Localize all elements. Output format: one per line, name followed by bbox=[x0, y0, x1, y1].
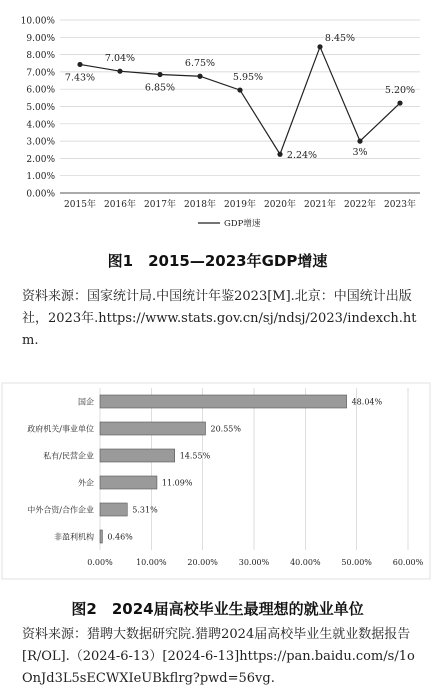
data-label: 6.75% bbox=[184, 58, 216, 70]
data-label: 8.45% bbox=[324, 32, 356, 44]
legend-label: GDP增速 bbox=[224, 219, 261, 229]
x-tick-label: 2017年 bbox=[144, 200, 176, 210]
bar-value-label: 14.55% bbox=[179, 451, 211, 461]
y-tick-label: 5.00% bbox=[26, 103, 55, 113]
category-label: 中外合资/合作企业 bbox=[27, 505, 94, 515]
y-tick-label: 7.00% bbox=[26, 68, 55, 79]
x-tick-label: 40.00% bbox=[290, 558, 321, 567]
data-point bbox=[237, 87, 242, 92]
y-tick-label: 0.00% bbox=[26, 189, 55, 200]
bar-value-label: 11.09% bbox=[161, 478, 193, 488]
category-label: 非盈利机构 bbox=[54, 532, 94, 542]
figure1-source[interactable]: 资料来源：国家统计局.中国统计年鉴2023[M].北京：中国统计出版社，2023年.https://www.stats.gov.cn/sj/ndsj/2023/indexch.htm. bbox=[22, 289, 417, 348]
data-point bbox=[117, 69, 122, 74]
gdp-line-chart bbox=[0, 0, 435, 240]
data-point bbox=[197, 74, 202, 79]
data-point bbox=[277, 152, 282, 157]
data-label: 7.04% bbox=[104, 53, 136, 65]
y-tick-label: 9.00% bbox=[26, 33, 55, 44]
y-tick-label: 8.00% bbox=[26, 51, 55, 62]
bar-value-label: 48.04% bbox=[351, 397, 383, 407]
data-point bbox=[157, 72, 162, 77]
y-tick-label: 6.00% bbox=[26, 85, 55, 96]
bar bbox=[100, 449, 175, 462]
bar bbox=[100, 422, 205, 435]
x-tick-label: 2023年 bbox=[384, 200, 416, 210]
x-tick-label: 20.00% bbox=[187, 558, 218, 567]
x-tick-label: 2018年 bbox=[184, 200, 216, 210]
y-tick-label: 2.00% bbox=[26, 154, 55, 165]
data-label: 5.20% bbox=[384, 85, 416, 97]
category-label: 外企 bbox=[78, 478, 94, 488]
bar bbox=[100, 395, 347, 408]
x-tick-label: 2015年 bbox=[64, 200, 96, 210]
data-label: 5.95% bbox=[232, 72, 264, 84]
y-tick-label: 3.00% bbox=[26, 137, 55, 148]
x-tick-label: 60.00% bbox=[392, 558, 424, 567]
x-tick-label: 30.00% bbox=[238, 558, 270, 567]
figure1-caption: 图1 2015—2023年GDP增速 bbox=[107, 252, 328, 270]
x-tick-label: 10.00% bbox=[136, 558, 167, 567]
category-label: 私有/民营企业 bbox=[43, 451, 94, 461]
data-label: 6.85% bbox=[144, 82, 176, 94]
x-tick-label: 2020年 bbox=[264, 200, 296, 210]
data-point bbox=[397, 100, 402, 105]
bar bbox=[100, 503, 127, 516]
employer-bar-chart bbox=[0, 382, 435, 582]
x-tick-label: 2016年 bbox=[104, 200, 136, 210]
data-label: 3% bbox=[352, 147, 368, 159]
bar bbox=[100, 476, 157, 489]
y-tick-label: 4.00% bbox=[26, 120, 55, 131]
bar-value-label: 20.55% bbox=[210, 424, 242, 434]
data-point bbox=[317, 44, 322, 49]
category-label: 国企 bbox=[78, 397, 94, 407]
data-label: 2.24% bbox=[286, 150, 318, 162]
x-tick-label: 50.00% bbox=[341, 558, 372, 567]
x-tick-label: 2022年 bbox=[344, 200, 376, 210]
data-point bbox=[357, 139, 362, 144]
y-tick-label: 10.00% bbox=[20, 16, 55, 27]
x-tick-label: 2021年 bbox=[304, 200, 336, 210]
figure2-caption: 图2 2024届高校毕业生最理想的就业单位 bbox=[71, 600, 364, 618]
bar-value-label: 5.31% bbox=[132, 505, 158, 515]
data-point bbox=[77, 62, 82, 67]
x-tick-label: 2019年 bbox=[224, 200, 256, 210]
bar bbox=[100, 530, 102, 543]
x-tick-label: 0.00% bbox=[87, 558, 113, 567]
y-tick-label: 1.00% bbox=[26, 172, 55, 183]
data-label: 7.43% bbox=[64, 72, 96, 84]
figure2-source[interactable]: 资料来源：猎聘大数据研究院.猎聘2024届高校毕业生就业数据报告[R/OL].（2024-6-13）[2024-6-13]https://pan.baidu.com/s/1oOnJd3L5sECWXIeUBkflrg?pwd=56vg. bbox=[22, 627, 415, 686]
chart-frame bbox=[2, 383, 430, 579]
bar-value-label: 0.46% bbox=[107, 532, 133, 542]
category-label: 政府机关/事业单位 bbox=[27, 424, 94, 434]
